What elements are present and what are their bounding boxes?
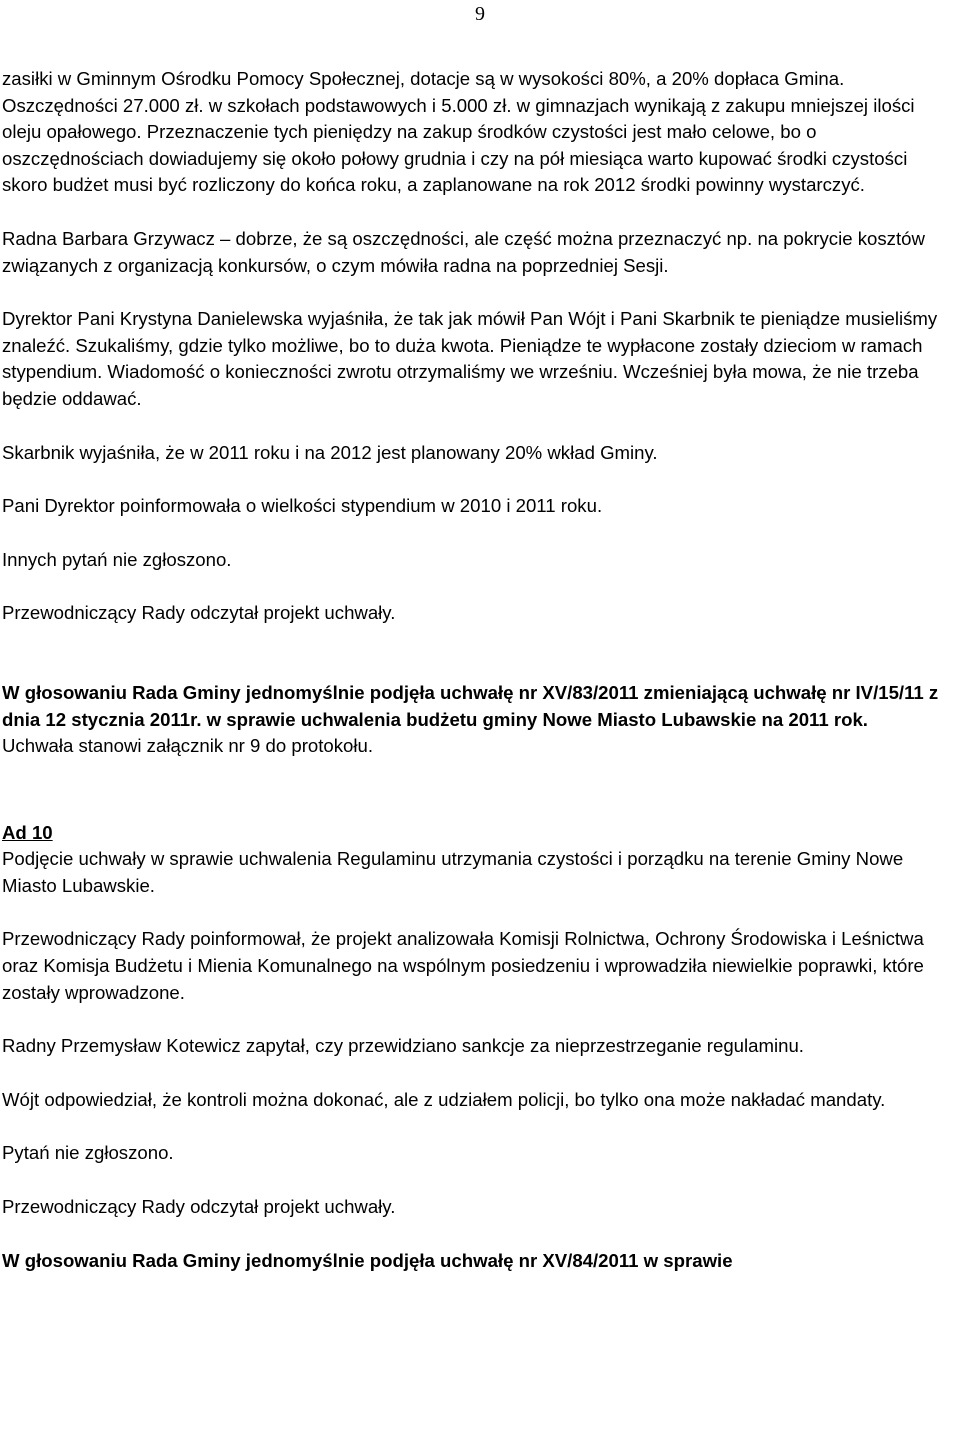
paragraph-vote-resolution-83: W głosowaniu Rada Gminy jednomyślnie podjęła uchwałę nr XV/83/2011 zmieniającą uchwałę nr IV/15/11 z dnia 12 stycznia 2011r. w sprawie uchwalenia budżetu gminy Nowe Miasto Lubawskie na 2011 rok. bbox=[2, 681, 939, 730]
paragraph-barbara-grzywacz: Radna Barbara Grzywacz – dobrze, że są oszczędności, ale część można przeznaczyć np. na pokrycie kosztów związanych z organizacją konkursów, o czym mówiła radna na poprzedniej Sesji. bbox=[2, 227, 925, 276]
paragraph-chairman-informed: Przewodniczący Rady poinformował, że projekt analizowała Komisji Rolnictwa, Ochrony Środowiska i Leśnictwa oraz Komisja Budżetu i Mienia Komunalnego na wspólnym posiedzeniu i wprowadziła niewielkie poprawki, które zostały wprowadzone. bbox=[2, 928, 924, 1003]
document-body bbox=[2, 66, 956, 1274]
paragraph-no-questions: Innych pytań nie zgłoszono. bbox=[2, 548, 232, 570]
paragraph-director-explanation: Dyrektor Pani Krystyna Danielewska wyjaśniła, że tak jak mówił Pan Wójt i Pani Skarbnik te pieniądze musieliśmy znaleźć. Szukaliśmy, gdzie tylko możliwe, bo to duża kwota. Pieniądze te wypłacone zostały dzieciom w ramach stypendium. Wiadomość o konieczności zwrotu otrzymaliśmy we wrześniu. Wcześniej była mowa, że nie trzeba będzie oddawać. bbox=[2, 308, 938, 409]
paragraph-chairman-read-2: Przewodniczący Rady odczytał projekt uchwały. bbox=[2, 1196, 396, 1218]
paragraph-attachment-9: Uchwała stanowi załącznik nr 9 do protokołu. bbox=[2, 735, 374, 757]
paragraph-no-questions-2: Pytań nie zgłoszono. bbox=[2, 1142, 174, 1164]
paragraph-regulation-topic: Podjęcie uchwały w sprawie uchwalenia Regulaminu utrzymania czystości i porządku na terenie Gminy Nowe Miasto Lubawskie. bbox=[2, 848, 904, 896]
section-heading-ad-10: Ad 10 bbox=[2, 821, 53, 843]
page-number: 9 bbox=[475, 3, 485, 25]
paragraph-wojt-answer: Wójt odpowiedział, że kontroli można dokonać, ale z udziałem policji, bo tylko ona może nakładać mandaty. bbox=[2, 1088, 886, 1110]
paragraph-kotewicz-question: Radny Przemysław Kotewicz zapytał, czy przewidziano sankcje za nieprzestrzeganie regulaminu. bbox=[2, 1035, 804, 1057]
paragraph-vote-resolution-84: W głosowaniu Rada Gminy jednomyślnie podjęła uchwałę nr XV/84/2011 w sprawie bbox=[2, 1249, 733, 1271]
paragraph-director-scholarship: Pani Dyrektor poinformowała o wielkości stypendium w 2010 i 2011 roku. bbox=[2, 495, 603, 517]
paragraph-treasurer: Skarbnik wyjaśniła, że w 2011 roku i na 2012 jest planowany 20% wkład Gminy. bbox=[2, 441, 658, 463]
paragraph-chairman-read: Przewodniczący Rady odczytał projekt uchwały. bbox=[2, 602, 396, 624]
paragraph-savings-explanation: zasiłki w Gminnym Ośrodku Pomocy Społecznej, dotacje są w wysokości 80%, a 20% dopłaca Gmina. Oszczędności 27.000 zł. w szkołach podstawowych i 5.000 zł. w gimnazjach wynikają z zakupu mniejszej ilości oleju opałowego. Przeznaczenie tych pieniędzy na zakup środków czystości jest mało celowe, bo o oszczędnościach dowiadujemy się około połowy grudnia i czy na pół miesiąca warto kupować środki czystości skoro budżet musi być rozliczony do końca roku, a zaplanowane na rok 2012 środki powinny wystarczyć. bbox=[2, 68, 915, 196]
